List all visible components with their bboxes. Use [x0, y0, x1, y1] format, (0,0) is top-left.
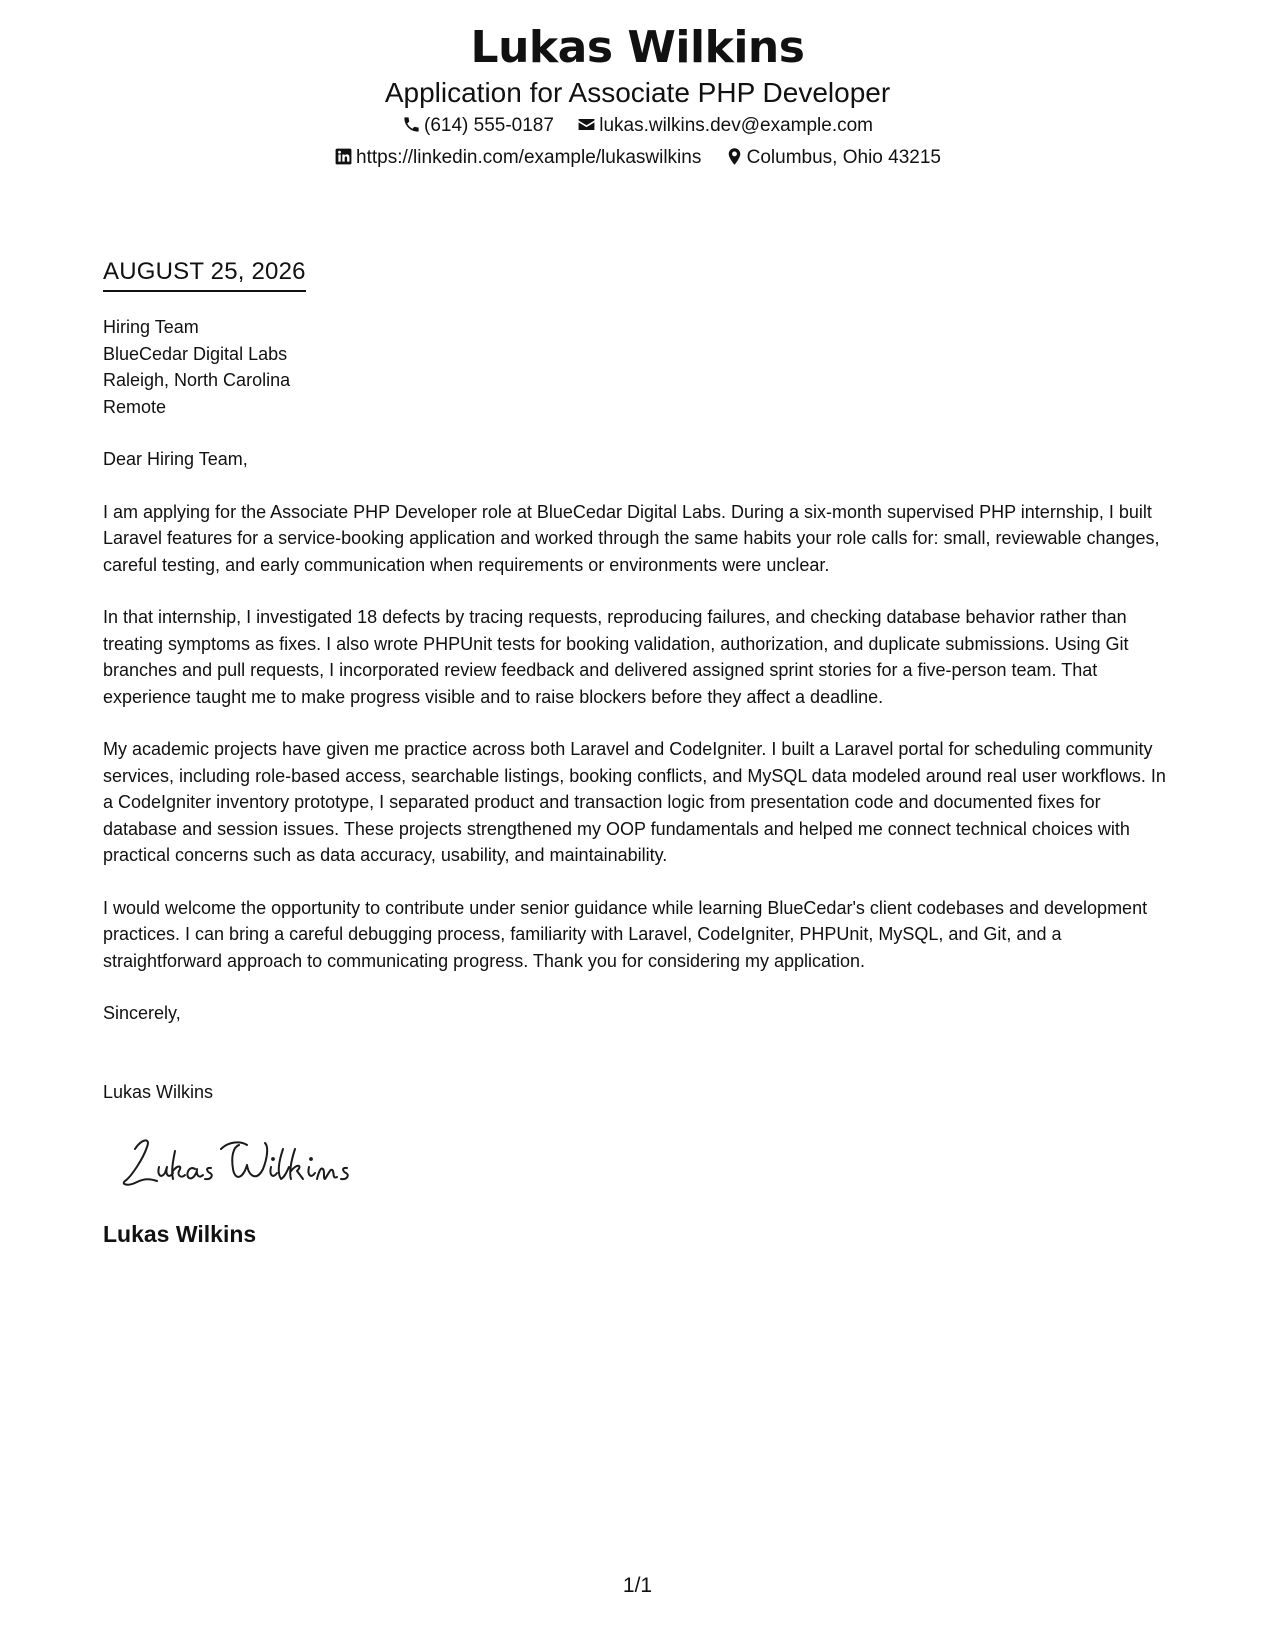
- email-contact: [577, 110, 873, 142]
- signature-drawing: [117, 1127, 357, 1197]
- letter-body: [103, 314, 1178, 1249]
- recipient-line: BlueCedar Digital Labs: [103, 343, 288, 364]
- phone-contact: [402, 110, 554, 142]
- page-number: 1/1: [622, 1574, 653, 1597]
- contact-line-1: [0, 110, 1275, 142]
- map-pin-icon: [725, 147, 744, 166]
- linkedin-icon: [334, 147, 353, 166]
- application-title: Application for Associate PHP Developer: [384, 77, 891, 108]
- linkedin-url: https://linkedin.com/example/lukaswilkins: [356, 147, 702, 168]
- location-contact: [725, 142, 941, 174]
- applicant-name: Lukas Wilkins: [470, 22, 805, 73]
- body-paragraph: In that internship, I investigated 18 defects by tracing requests, reproducing failures, and checking database behavior rather than treating symptoms as fixes. I also wrote PHPUnit tests for booking validation, authorization, and duplicate submissions. Using Git branches and pull requests, I incorporated review feedback and delivered assigned sprint stories for a five-person team. That experience taught me to make progress visible and to raise blockers before they affect a deadline.: [103, 607, 1129, 707]
- body-paragraph: I would welcome the opportunity to contribute under senior guidance while learning BlueCedar's client codebases and development practices. I can bring a careful debugging process, familiarity with Laravel, CodeIgniter, PHPUnit, MySQL, and Git, and a straightforward approach to communicating progress. Thank you for considering my application.: [103, 897, 1148, 971]
- signer-name: Lukas Wilkins: [103, 1081, 214, 1102]
- recipient-line: Remote: [103, 396, 167, 417]
- envelope-icon: [577, 115, 596, 134]
- recipient-block: [103, 314, 1178, 420]
- phone-number: (614) 555-0187: [424, 115, 554, 136]
- body-paragraph: My academic projects have given me practice across both Laravel and CodeIgniter. I built a Laravel portal for scheduling community services, including role-based access, searchable listings, booking conflicts, and MySQL data modeled around real user workflows. In a CodeIgniter inventory prototype, I separated product and transaction logic from presentation code and documented fixes for database and session issues. These projects strengthened my OOP fundamentals and helped me connect technical choices with practical concerns such as data accuracy, usability, and maintainability.: [103, 739, 1166, 865]
- phone-icon: [402, 115, 421, 134]
- printed-name: Lukas Wilkins: [103, 1221, 257, 1247]
- body-paragraph: I am applying for the Associate PHP Developer role at BlueCedar Digital Labs. During a six-month supervised PHP internship, I built Laravel features for a service-booking application and worked through the same habits your role calls for: small, reviewable changes, careful testing, and early communication when requirements or environments were unclear.: [103, 501, 1160, 575]
- closing: Sincerely,: [103, 1003, 181, 1023]
- letter-date: AUGUST 25, 2026: [103, 256, 306, 292]
- salutation: Dear Hiring Team,: [103, 449, 248, 469]
- email-address: lukas.wilkins.dev@example.com: [599, 115, 873, 136]
- contact-line-2: [0, 142, 1275, 174]
- recipient-line: Hiring Team: [103, 317, 199, 337]
- location-text: Columbus, Ohio 43215: [746, 147, 941, 168]
- recipient-line: Raleigh, North Carolina: [103, 370, 291, 390]
- linkedin-contact: [334, 142, 701, 174]
- letter-header: [0, 20, 1275, 174]
- handwritten-signature: [117, 1127, 357, 1197]
